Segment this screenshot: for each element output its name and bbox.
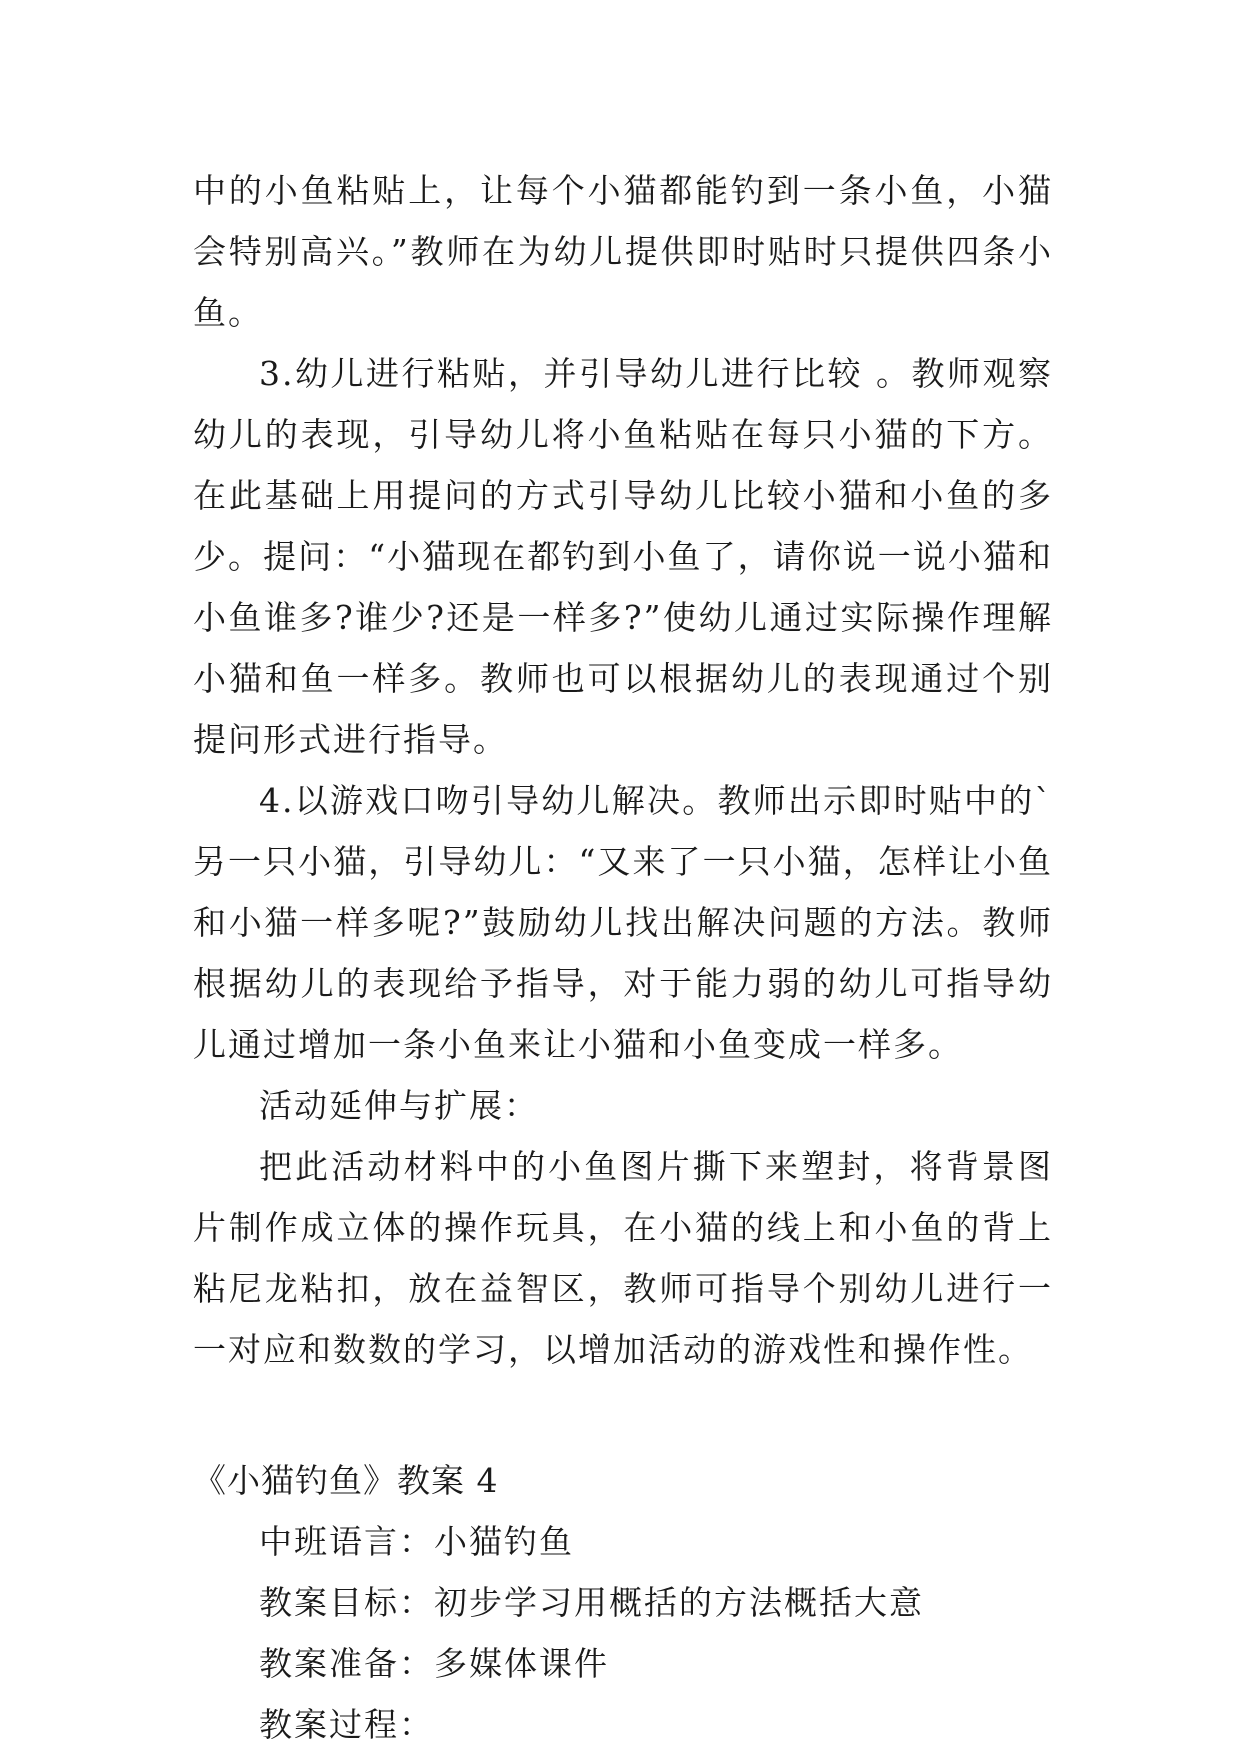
section-line-preparation: 教案准备：多媒体课件: [259, 1644, 609, 1683]
document-body: [193, 160, 1053, 1755]
section-title: 《小猫钓鱼》教案 4: [193, 1461, 499, 1500]
paragraph-step-3: 3.幼儿进行粘贴，并引导幼儿进行比较 。教师观察幼儿的表现，引导幼儿将小鱼粘贴在每只小猫的下方。在此基础上用提问的方式引导幼儿比较小猫和小鱼的多少。提问：“小猫现在都钓到小鱼了，请你说一说小猫和小鱼谁多?谁少?还是一样多?”使幼儿通过实际操作理解小猫和鱼一样多。教师也可以根据幼儿的表现通过个别提问形式进行指导。: [193, 354, 1053, 759]
paragraph-step-4: 4.以游戏口吻引导幼儿解决。教师出示即时贴中的`另一只小猫，引导幼儿：“又来了一只小猫，怎样让小鱼和小猫一样多呢?”鼓励幼儿找出解决问题的方法。教师根据幼儿的表现给予指导，对于能力弱的幼儿可指导幼儿通过增加一条小鱼来让小猫和小鱼变成一样多。: [193, 781, 1053, 1064]
paragraph-continuation: 中的小鱼粘贴上，让每个小猫都能钓到一条小鱼，小猫会特别高兴。”教师在为幼儿提供即时贴时只提供四条小鱼。: [193, 171, 1053, 332]
section-line-class: 中班语言：小猫钓鱼: [259, 1522, 574, 1561]
paragraph-extension-heading: 活动延伸与扩展：: [259, 1086, 539, 1125]
paragraph-extension-body: 把此活动材料中的小鱼图片撕下来塑封，将背景图片制作成立体的操作玩具，在小猫的线上和小鱼的背上粘尼龙粘扣，放在益智区，教师可指导个别幼儿进行一一对应和数数的学习，以增加活动的游戏性和操作性。: [193, 1147, 1053, 1369]
section-line-process: 教案过程：: [259, 1705, 434, 1744]
section-line-goal: 教案目标：初步学习用概括的方法概括大意: [259, 1583, 924, 1622]
section-gap: [193, 1380, 1053, 1450]
